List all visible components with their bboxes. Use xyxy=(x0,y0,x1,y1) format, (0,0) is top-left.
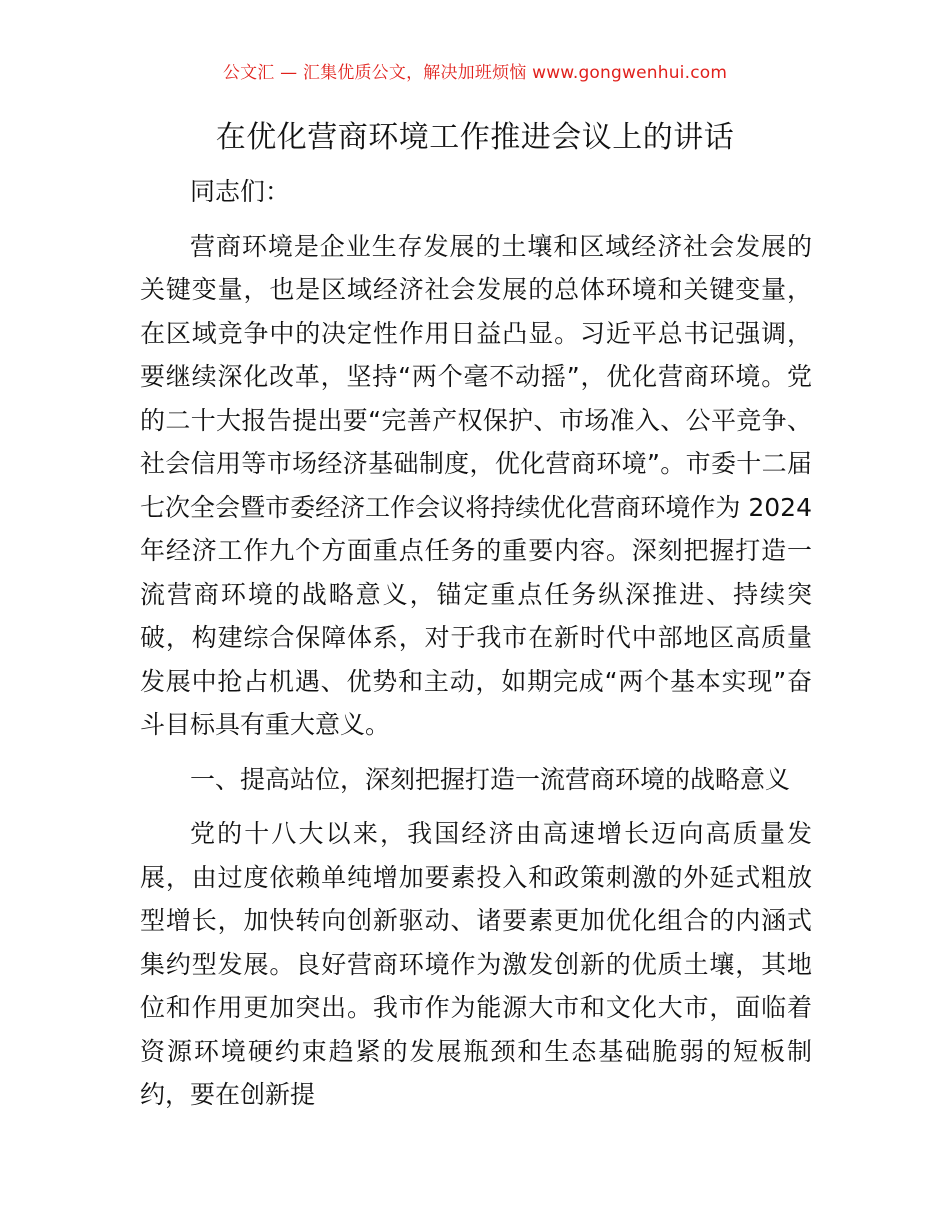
section-paragraph: 党的十八大以来，我国经济由高速增长迈向高质量发展，由过度依赖单纯增加要素投入和政策刺激的外延式粗放型增长，加快转向创新驱动、诸要素更加优化组合的内涵式集约型发展。良好营商环境作为激发创新的优质土壤，其地位和作用更加突出。我市作为能源大市和文化大市，面临着资源环境硬约束趋紧的发展瓶颈和生态基础脆弱的短板制约，要在创新提 xyxy=(140,819,812,1109)
document-body xyxy=(140,170,812,1128)
salutation: 同志们： xyxy=(190,177,291,206)
intro-paragraph: 营商环境是企业生存发展的土壤和区域经济社会发展的关键变量，也是区域经济社会发展的总体环境和关键变量，在区域竞争中的决定性作用日益凸显。习近平总书记强调，要继续深化改革，坚持“两个毫不动摇”，优化营商环境。党的二十大报告提出要“完善产权保护、市场准入、公平竞争、社会信用等市场经济基础制度，优化营商环境”。市委十二届七次全会暨市委经济工作会议将持续优化营商环境作为 2024 年经济工作九个方面重点任务的重要内容。深刻把握打造一流营商环境的战略意义，锚定重点任务纵深推进、持续突破，构建综合保障体系，对于我市在新时代中部地区高质量发展中抢占机遇、优势和主动，如期完成“两个基本实现”奋斗目标具有重大意义。 xyxy=(140,231,812,739)
watermark-banner: 公文汇 — 汇集优质公文，解决加班烦恼 www.gongwenhui.com xyxy=(222,63,728,83)
page-title: 在优化营商环境工作推进会议上的讲话 xyxy=(215,120,735,155)
section-heading: 一、提高站位，深刻把握打造一流营商环境的战略意义 xyxy=(190,764,791,794)
